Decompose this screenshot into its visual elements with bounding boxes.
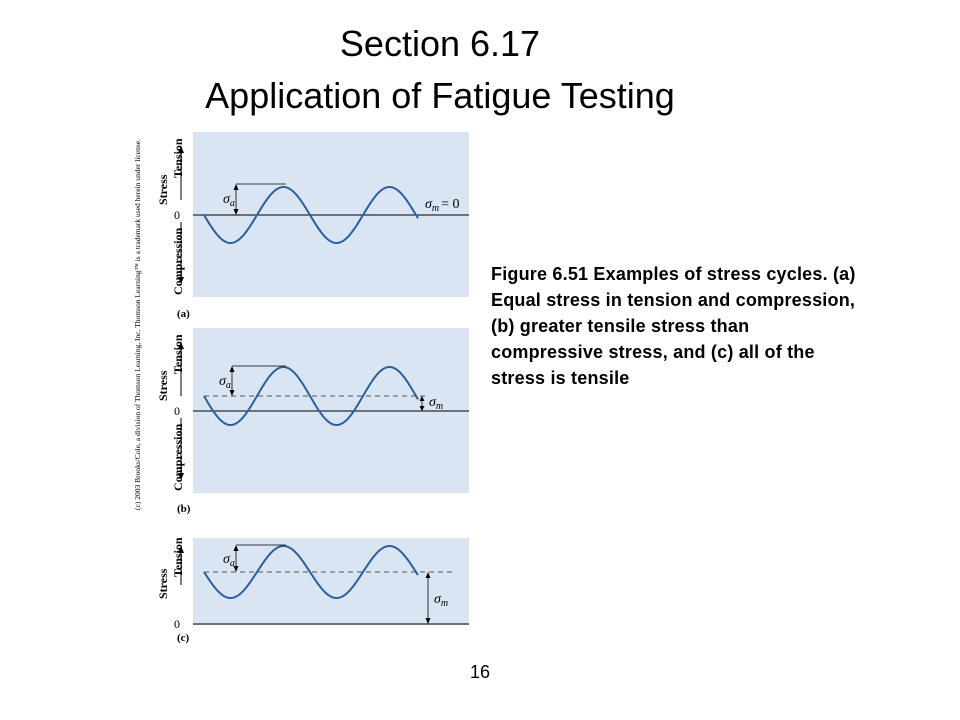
panel-c-tension-label: Tension xyxy=(171,537,185,577)
panel-a-compression-label: Compression xyxy=(171,227,185,295)
panel-c xyxy=(156,537,469,644)
panel-a-label: (a) xyxy=(177,308,190,320)
panel-b-sigma-a: $\sigma_a$ xyxy=(219,374,231,391)
panel-b xyxy=(156,328,469,515)
panel-c-sigma-a: $\sigma_a$ xyxy=(223,552,235,569)
panel-b-zero-label: 0 xyxy=(174,404,180,418)
panel-b-compression-label: Compression xyxy=(171,423,185,491)
panel-a xyxy=(156,132,469,320)
figure-caption: Figure 6.51 Examples of stress cycles. (a) Equal stress in tension and compression, (b) greater tensile stress than compressive stress, and (c) all of the stress is tensile xyxy=(491,264,856,388)
panel-a-zero-label: 0 xyxy=(174,208,180,222)
panel-a-sigma-m: $\sigma_m = 0$ xyxy=(425,197,460,214)
panel-b-label: (b) xyxy=(177,503,191,515)
copyright-notice: (c) 2003 Brooks/Cole, a division of Thomson Learning, Inc. Thomson Learning™ is a trademark used herein under license. xyxy=(133,139,142,510)
panel-c-stress-label: Stress xyxy=(156,568,170,599)
page-number: 16 xyxy=(469,662,491,682)
panel-c-sigma-m: $\sigma_m$ xyxy=(434,592,449,609)
panel-b-sigma-m: $\sigma_m$ xyxy=(429,395,444,412)
panel-c-zero-label: 0 xyxy=(174,617,180,631)
panel-c-label: (c) xyxy=(177,632,190,644)
slide-title-line1: Section 6.17 xyxy=(339,23,541,64)
slide-title-line2: Application of Fatigue Testing xyxy=(205,75,675,116)
panel-b-tension-label: Tension xyxy=(171,334,185,374)
panel-a-stress-label: Stress xyxy=(156,174,170,205)
panel-a-tension-label: Tension xyxy=(171,138,185,178)
panel-a-sigma-a: $\sigma_a$ xyxy=(223,192,235,209)
panel-b-stress-label: Stress xyxy=(156,370,170,401)
